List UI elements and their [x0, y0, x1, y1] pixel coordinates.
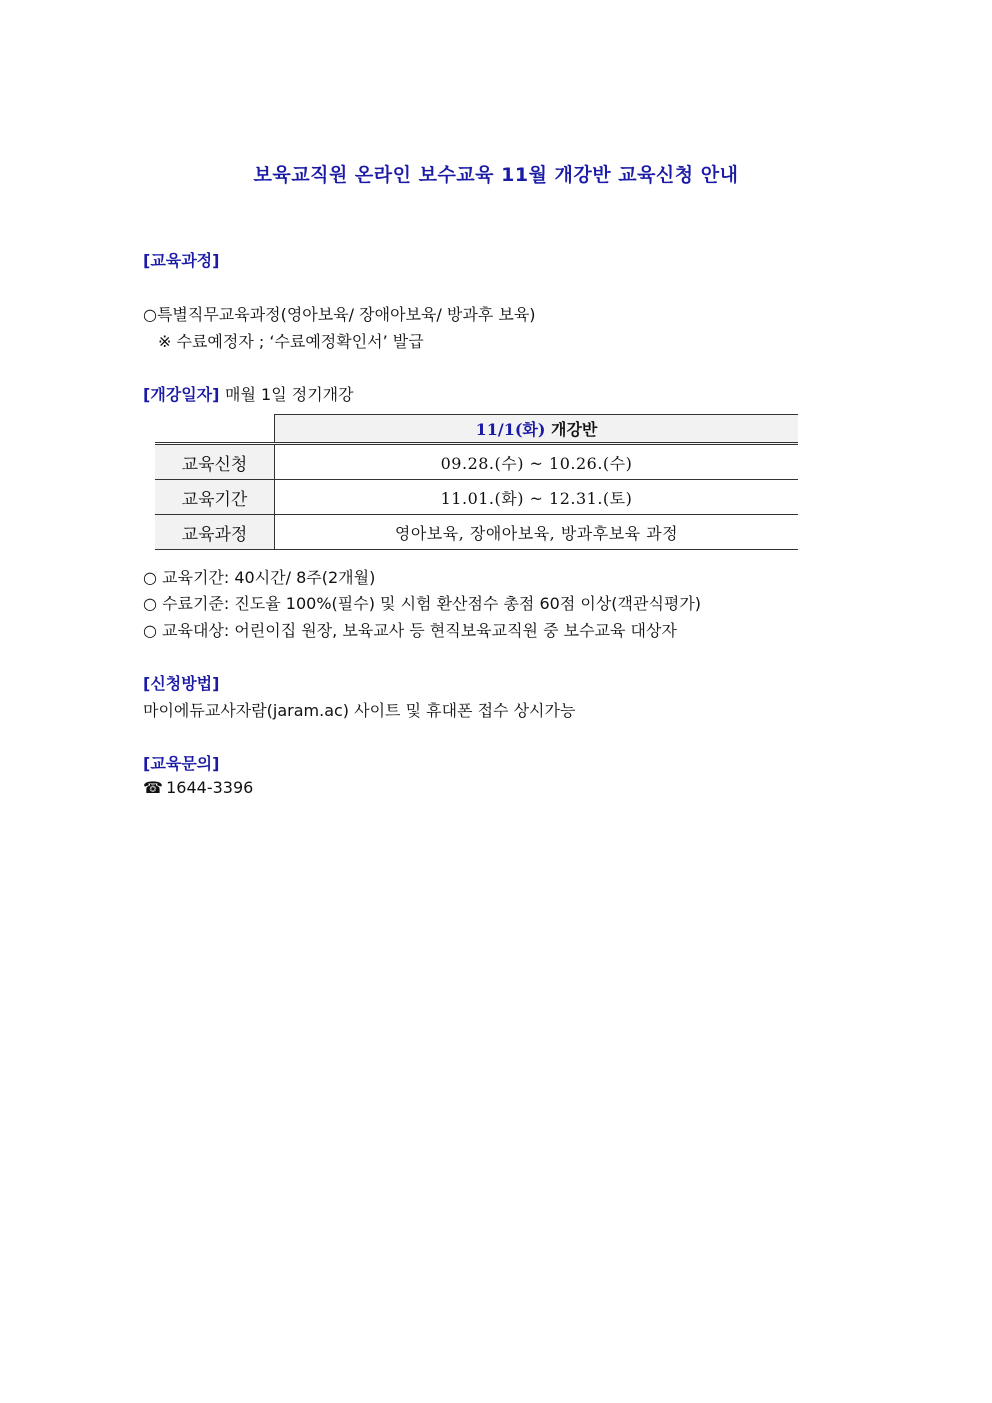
contact-heading: [교육문의]: [143, 754, 220, 773]
detail-period: ○ 교육기간: 40시간/ 8주(2개월): [143, 568, 376, 587]
schedule-header-date: 11/1(화): [475, 420, 546, 439]
detail-target: ○ 교육대상: 어린이집 원장, 보육교사 등 현직보육교직원 중 보수교육 대상자: [143, 621, 677, 640]
phone-icon: ☎: [143, 778, 163, 797]
table-row: [155, 515, 798, 550]
contact-phone: 1644-3396: [166, 778, 254, 797]
course-note: ※ 수료예정자 ; ‘수료예정확인서’ 발급: [158, 332, 424, 351]
contact-line: [143, 778, 253, 797]
opening-heading: [개강일자]: [143, 385, 220, 404]
row-label-period: 교육기간: [155, 480, 275, 515]
row-label-apply: 교육신청: [155, 444, 275, 480]
apply-text: 마이에듀교사자람(jaram.ac) 사이트 및 휴대폰 접수 상시가능: [143, 701, 576, 720]
detail-completion: ○ 수료기준: 진도율 100%(필수) 및 시험 환산점수 총점 60점 이상(객관식평가): [143, 594, 702, 613]
row-label-course: 교육과정: [155, 515, 275, 550]
apply-heading: [신청방법]: [143, 674, 220, 693]
schedule-header-empty: [155, 415, 275, 444]
schedule-header-cell: [275, 415, 799, 444]
table-row: [155, 480, 798, 515]
schedule-header-row: [155, 415, 798, 444]
schedule-table: [155, 414, 798, 550]
row-value-course: 영아보육, 장애아보육, 방과후보육 과정: [275, 515, 799, 550]
opening-line: [143, 382, 354, 405]
page-title: 보육교직원 온라인 보수교육 11월 개강반 교육신청 안내: [253, 164, 739, 186]
course-heading: [교육과정]: [143, 251, 220, 270]
table-row: [155, 444, 798, 480]
schedule-header-label: 개강반: [551, 420, 598, 439]
row-value-period: 11.01.(화) ~ 12.31.(토): [275, 480, 799, 515]
course-item: ○특별직무교육과정(영아보육/ 장애아보육/ 방과후 보육): [143, 305, 536, 324]
row-value-apply: 09.28.(수) ~ 10.26.(수): [275, 444, 799, 480]
opening-text: 매월 1일 정기개강: [225, 385, 354, 404]
